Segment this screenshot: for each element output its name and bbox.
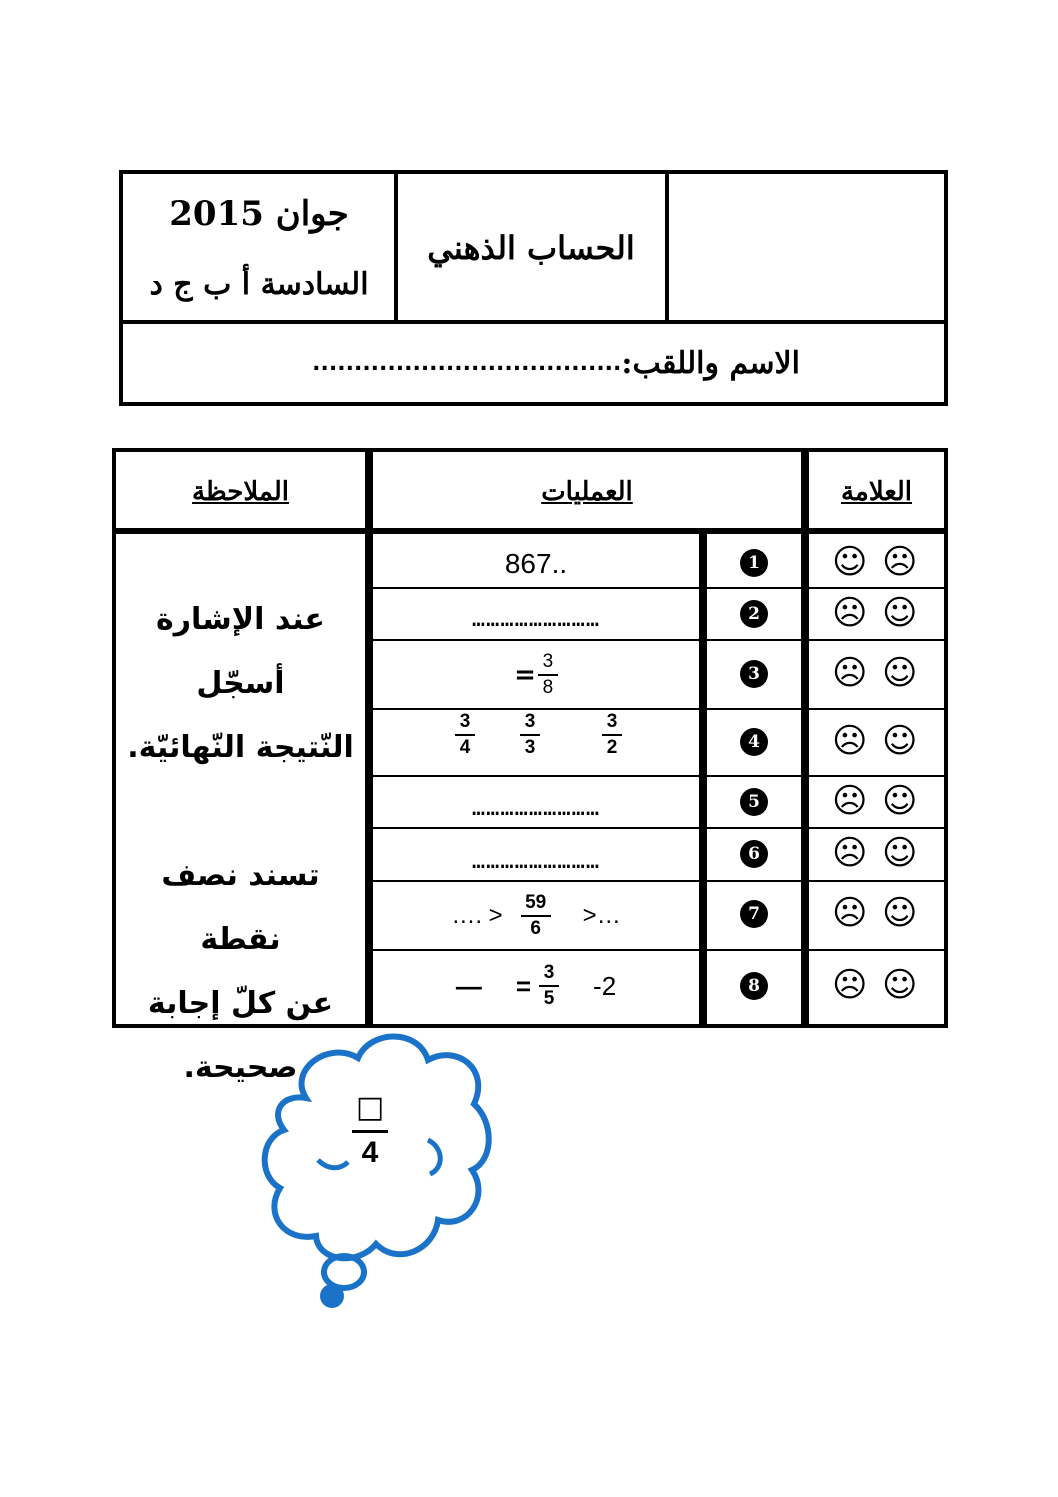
row-divider [373, 587, 801, 589]
note-line: صحيحة. [183, 1050, 298, 1085]
row-divider [809, 587, 944, 589]
name-line [260, 338, 800, 388]
row-divider [809, 949, 944, 951]
fraction-denominator: 8 [542, 676, 554, 698]
fraction-numerator: 59 [525, 891, 547, 913]
operation-row-3[interactable] [373, 641, 699, 708]
fraction-bar [602, 734, 622, 736]
header-col-divider-2 [665, 174, 669, 320]
fraction [520, 712, 540, 758]
fraction-bar [352, 1130, 388, 1133]
cloud-fraction [350, 1092, 390, 1169]
note-text [116, 588, 365, 1085]
smiley-happy-icon[interactable]: ☺ [882, 721, 918, 761]
fraction-bar [455, 734, 475, 736]
smiley-sad-icon[interactable]: ☹ [832, 653, 868, 693]
operation-row-5[interactable]: ……………………… [471, 796, 601, 821]
name-dots[interactable]: ..................................... [312, 350, 622, 376]
smiley-happy-icon[interactable]: ☺ [882, 653, 918, 693]
fraction-numerator: 3 [542, 650, 554, 672]
header-date: جوان 2015 [169, 194, 349, 234]
row-number: 6 [740, 840, 768, 868]
fraction-denominator: 3 [524, 737, 536, 758]
comparison-right: >… [582, 901, 621, 929]
header-operations: العمليات [541, 477, 633, 507]
blank-dash: — [455, 970, 482, 1001]
row-number: 3 [740, 660, 768, 688]
row-number: 4 [740, 728, 768, 756]
col-divider-mark [801, 452, 809, 1024]
fraction-bar [539, 985, 559, 987]
fraction [602, 712, 622, 758]
fraction-numerator: 3 [524, 711, 536, 732]
header-divider [123, 320, 944, 324]
equals-sign: = [514, 659, 536, 690]
header-class: السادسة أ ب ج د [149, 266, 369, 302]
row-divider [809, 708, 944, 710]
smiley-sad-icon[interactable]: ☹ [832, 893, 868, 933]
note-line: النّتيجة النّهائيّة. [127, 730, 354, 765]
row-number: 5 [740, 788, 768, 816]
row-number: 1 [740, 549, 768, 577]
fraction-bar [520, 734, 540, 736]
fraction-numerator: 3 [606, 711, 618, 732]
equals-sign: = [515, 970, 532, 1001]
smiley-happy-icon[interactable]: ☺ [882, 781, 918, 821]
operation-row-7[interactable] [373, 882, 699, 949]
smiley-sad-icon[interactable]: ☹ [832, 721, 868, 761]
smiley-happy-icon[interactable]: ☺ [882, 965, 918, 1005]
row-number: 7 [740, 900, 768, 928]
row-number: 2 [740, 600, 768, 628]
smiley-sad-icon[interactable]: ☹ [832, 965, 868, 1005]
fraction-denominator: 4 [459, 737, 471, 758]
smiley-happy-icon[interactable]: ☺ [882, 593, 918, 633]
row-divider [809, 775, 944, 777]
header-subject: الحساب الذهني [427, 229, 635, 267]
header-note: الملاحظة [191, 477, 290, 507]
smiley-happy-icon[interactable]: ☺ [882, 833, 918, 873]
smiley-happy-icon[interactable]: ☺ [832, 542, 868, 582]
operation-row-8[interactable] [373, 951, 699, 1021]
operation-row-6[interactable]: ……………………… [471, 849, 601, 874]
fraction-bar [521, 915, 551, 917]
operation-row-2[interactable]: ……………………… [471, 607, 601, 632]
fraction-numerator: 3 [459, 711, 471, 732]
fraction-denominator: 2 [606, 737, 618, 758]
smiley-sad-icon[interactable]: ☹ [832, 593, 868, 633]
fraction-denominator: 4 [361, 1136, 379, 1169]
table-header-divider [116, 528, 944, 534]
minus-two: -2 [593, 970, 617, 1001]
fraction [539, 963, 559, 1009]
operation-row-4[interactable] [373, 710, 699, 775]
smiley-sad-icon[interactable]: ☹ [832, 781, 868, 821]
fraction-bar [538, 674, 558, 676]
col-divider-note [365, 452, 373, 1024]
note-line: عن كلّ إجابة [147, 986, 334, 1021]
row-divider [809, 827, 944, 829]
row-number: 8 [740, 972, 768, 1000]
fraction-denominator: 6 [530, 917, 541, 939]
fraction [455, 712, 475, 758]
row-divider [809, 880, 944, 882]
name-label: الاسم واللقب: [621, 345, 800, 381]
comparison-left: …. > [451, 901, 503, 929]
smiley-sad-icon[interactable]: ☹ [832, 833, 868, 873]
smiley-sad-icon[interactable]: ☹ [882, 542, 918, 582]
row-divider [373, 775, 801, 777]
fraction [521, 893, 551, 939]
note-line: عند الإشارة أسجّل [156, 602, 325, 701]
fraction [538, 652, 558, 698]
fraction-denominator: 5 [543, 988, 555, 1009]
header-mark: العلامة [840, 477, 913, 507]
row-divider [809, 639, 944, 641]
fraction-numerator: 3 [543, 962, 555, 983]
operation-row-1[interactable]: 867.. [504, 547, 568, 579]
smiley-happy-icon[interactable]: ☺ [882, 893, 918, 933]
empty-box-icon: □ [355, 1090, 385, 1125]
row-divider [373, 827, 801, 829]
note-line: تسند نصف نقطة [161, 858, 320, 957]
thought-cloud [258, 1030, 498, 1320]
